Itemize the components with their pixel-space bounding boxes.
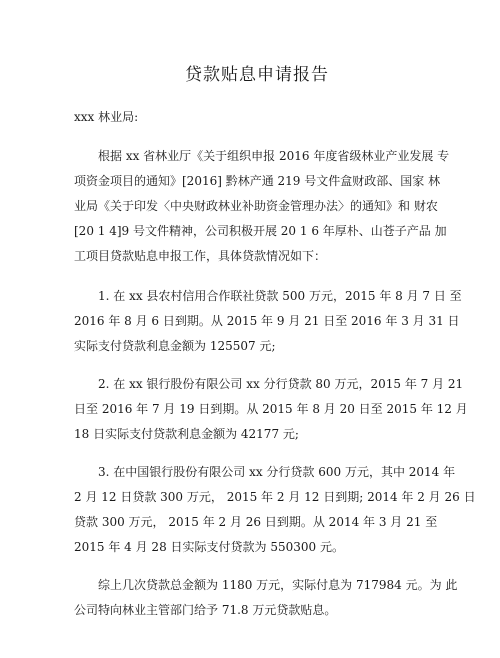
- loan-item-1: [74, 284, 462, 359]
- loan-item-2: [74, 372, 468, 447]
- loan-item-line: 2016 年 8 月 6 日到期。从 2015 年 9 月 21 日至 2016 年 3 月 31 日: [74, 314, 460, 328]
- loan-item-line: 3. 在中国银行股份有限公司 xx 分行贷款 600 万元，其中 2014 年: [98, 465, 456, 479]
- intro-line: 业局《关于印发〈中央财政林业补助资金管理办法〉的通知》和 财农: [74, 199, 438, 213]
- intro-line: 根据 xx 省林业厅《关于组织申报 2016 年度省级林业产业发展 专: [98, 149, 450, 163]
- loan-item-line: 实际支付贷款利息金额为 125507 元;: [74, 339, 276, 353]
- loan-item-line: 1. 在 xx 县农村信用合作联社贷款 500 万元，2015 年 8 月 7 日 至: [98, 289, 462, 303]
- intro-paragraph: [74, 144, 450, 269]
- loan-item-3: [74, 460, 476, 560]
- loan-item-line: 2015 年 4 月 28 日实际支付贷款为 550300 元。: [74, 540, 344, 554]
- loan-item-line: 贷款 300 万元， 2015 年 2 月 26 日到期。从 2014 年 3 月 21 至: [74, 515, 438, 529]
- loan-item-line: 18 日实际支付贷款利息金额为 42177 元;: [74, 427, 299, 441]
- document-title: 贷款贴息申请报告: [185, 65, 329, 85]
- loan-item-line: 2 月 12 日贷款 300 万元， 2015 年 2 月 12 日到期; 2014 年 2 月 26 日: [74, 490, 476, 504]
- summary-line: 公司特向林业主管部门给予 71.8 万元贷款贴息。: [74, 603, 337, 617]
- summary-paragraph: [74, 573, 458, 623]
- addressee: xxx 林业局:: [74, 110, 139, 124]
- loan-item-line: 2. 在 xx 银行股份有限公司 xx 分行贷款 80 万元，2015 年 7 月 21: [98, 377, 464, 391]
- intro-line: 工项目贷款贴息申报工作，具体贷款情况如下：: [74, 249, 327, 263]
- intro-line: 项资金项目的通知》[2016] 黔林产通 219 号文件盒财政部、国家 林: [74, 174, 441, 188]
- summary-line: 综上几次贷款总金额为 1180 万元，实际付息为 717984 元。为 此: [98, 578, 458, 592]
- intro-line: [20 1 4]9 号文件精神，公司积极开展 20 1 6 年厚朴、山苍子产品 加: [74, 224, 447, 238]
- loan-item-line: 日至 2016 年 7 月 19 日到期。从 2015 年 8 月 20 日至 2015 年 12 月: [74, 402, 468, 416]
